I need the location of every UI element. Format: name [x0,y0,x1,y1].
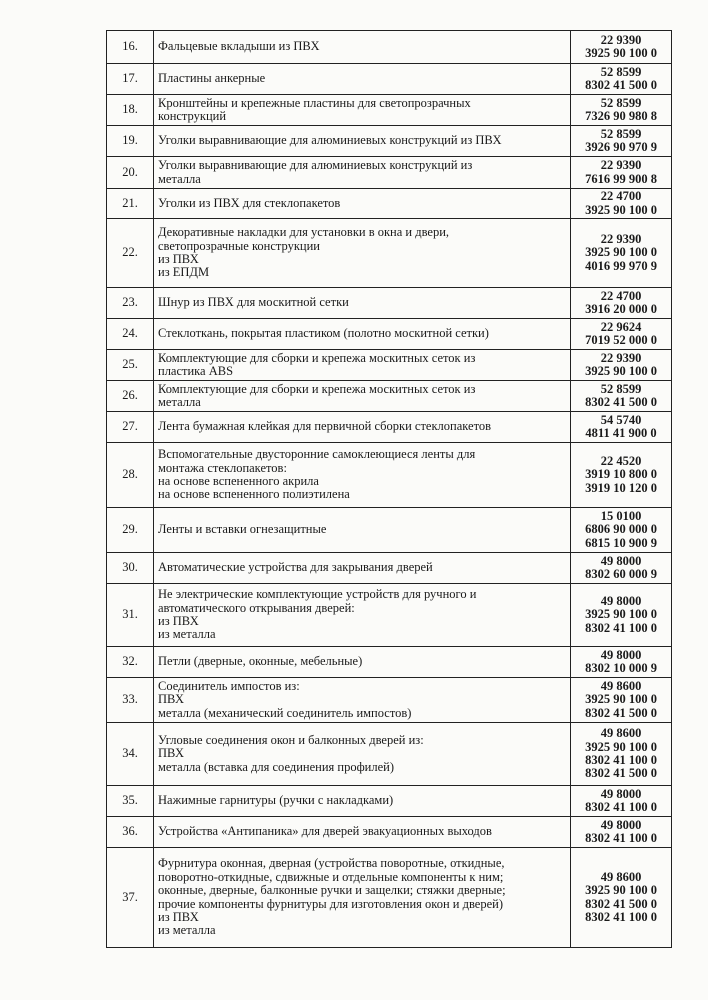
table-row [107,678,672,723]
row-number: 23. [107,288,154,319]
product-name-line: Не электрические комплектующие устройств для ручного и [158,587,477,602]
classification-code: 49 8600 [600,726,642,741]
product-name-line: на основе вспененного полиэтилена [158,487,350,502]
product-name-line: Вспомогательные двусторонние самоклеющиеся ленты для [158,447,476,462]
classification-code: 8302 41 500 0 [585,395,657,409]
table-row [107,647,672,678]
product-name-cell [154,848,571,948]
code-cell [571,126,672,157]
table-row [107,189,672,219]
row-number: 25. [107,350,154,381]
product-name-line: автоматического открывания дверей: [158,600,355,615]
product-name-cell [154,443,571,508]
code-cell [571,553,672,584]
table-row [107,584,672,647]
classification-code: 4016 99 970 9 [585,258,657,273]
code-cell [571,647,672,678]
code-cell [571,95,672,126]
row-number: 34. [107,723,154,786]
classification-code: 6815 10 900 9 [585,535,657,550]
product-name-line: ПВХ [158,692,185,707]
classification-code: 54 5740 [600,412,642,427]
product-name-line: поворотно-откидные, сдвижные и отдельные компоненты к ним; [158,869,504,884]
table-row [107,723,672,786]
code-cell [571,848,672,948]
table-row [107,350,672,381]
row-number: 21. [107,189,154,219]
product-name-cell [154,723,571,786]
classification-code: 52 8599 [600,64,642,79]
product-name-line: Фальцевые вкладыши из ПВХ [158,39,320,54]
product-name-line: пластика ABS [158,364,234,378]
code-cell [571,31,672,64]
classification-code: 8302 41 100 0 [585,620,657,635]
product-name-line: из ПВХ [158,252,199,266]
product-name-line: металла [158,171,201,186]
product-name-line: Декоративные накладки для установки в окна и двери, [158,225,450,240]
product-name-line: Лента бумажная клейкая для первичной сборки стеклопакетов [158,419,492,434]
product-name-line: Петли (дверные, оконные, мебельные) [158,654,363,669]
classification-code: 49 8600 [600,678,642,693]
row-number: 17. [107,64,154,95]
table-row [107,848,672,948]
classification-code: 3926 90 970 9 [585,140,657,154]
classification-code: 7326 90 980 8 [585,109,657,123]
classification-code: 49 8000 [600,553,642,568]
row-number: 31. [107,584,154,647]
product-name-line: конструкций [158,109,227,123]
product-name-cell [154,553,571,584]
product-name-line: ПВХ [158,746,185,761]
row-number: 32. [107,647,154,678]
classification-code: 8302 41 100 0 [585,800,657,814]
product-name-cell [154,157,571,189]
product-name-line: прочие компоненты фурнитуры для изготовления окон и дверей) [158,896,503,911]
classification-code: 3919 10 120 0 [585,480,657,495]
row-number: 20. [107,157,154,189]
product-name-cell [154,189,571,219]
product-name-line: Шнур из ПВХ для москитной сетки [158,295,349,310]
code-cell [571,584,672,647]
row-number: 29. [107,508,154,553]
product-name-line: из металла [158,627,216,642]
classification-code: 22 9390 [600,350,642,365]
table-row [107,288,672,319]
table-row [107,412,672,443]
product-name-cell [154,508,571,553]
product-name-cell [154,786,571,817]
classification-code: 7019 52 000 0 [585,333,657,347]
table-row [107,95,672,126]
code-cell [571,381,672,412]
product-name-cell [154,31,571,64]
code-cell [571,786,672,817]
code-cell [571,157,672,189]
row-number: 22. [107,219,154,288]
product-name-line: Фурнитура оконная, дверная (устройства поворотные, откидные, [158,856,505,871]
product-name-cell [154,319,571,350]
classification-code: 3925 90 100 0 [585,607,657,622]
product-name-line: оконные, дверные, балконные ручки и защелки; стяжки дверные; [158,883,506,898]
row-number: 26. [107,381,154,412]
table-row [107,381,672,412]
classification-code: 4811 41 900 0 [585,426,657,440]
row-number: 18. [107,95,154,126]
product-name-line: из ЕПДМ [158,265,210,280]
classification-code: 3925 90 100 0 [585,245,657,260]
classification-code: 22 9624 [600,319,642,334]
product-name-cell [154,678,571,723]
product-name-line: Нажимные гарнитуры (ручки с накладками) [158,793,394,808]
classification-code: 22 9390 [600,231,642,246]
classification-code: 8302 41 100 0 [585,753,657,767]
table-row [107,157,672,189]
product-name-line: Ленты и вставки огнезащитные [158,522,327,537]
product-name-cell [154,350,571,381]
classification-code: 8302 10 000 9 [585,661,657,675]
product-name-line: монтажа стеклопакетов: [158,460,287,475]
row-number: 27. [107,412,154,443]
table-row [107,219,672,288]
product-name-cell [154,64,571,95]
product-name-line: из металла [158,923,216,938]
code-cell [571,723,672,786]
classification-code: 7616 99 900 8 [585,171,657,186]
classification-code: 8302 41 100 0 [585,831,657,845]
product-name-cell [154,95,571,126]
row-number: 28. [107,443,154,508]
code-cell [571,189,672,219]
product-name-cell [154,219,571,288]
classification-code: 15 0100 [600,508,642,523]
table-row [107,319,672,350]
code-cell [571,443,672,508]
product-name-line: Уголки из ПВХ для стеклопакетов [158,195,341,210]
product-name-line: Комплектующие для сборки и крепежа москитных сеток из [158,381,476,396]
classification-code: 22 9390 [600,32,642,47]
classification-code: 49 8000 [600,786,642,801]
row-number: 36. [107,817,154,848]
code-cell [571,319,672,350]
classification-code: 49 8000 [600,593,642,608]
classification-code: 3925 90 100 0 [585,46,657,60]
product-name-cell [154,584,571,647]
table-row [107,786,672,817]
product-name-line: Кронштейны и крепежные пластины для светопрозрачных [158,95,471,110]
classification-code: 22 9390 [600,158,642,173]
classification-code: 52 8599 [600,95,642,110]
code-cell [571,508,672,553]
table-row [107,508,672,553]
row-number: 33. [107,678,154,723]
classification-code: 8302 41 500 0 [585,705,657,720]
code-cell [571,64,672,95]
product-name-line: Пластины анкерные [158,71,266,86]
classification-code: 22 4520 [600,453,642,468]
classification-code: 8302 41 500 0 [585,78,657,92]
product-name-line: из ПВХ [158,614,199,628]
classification-code: 3916 20 000 0 [585,302,657,316]
product-name-line: Уголки выравнивающие для алюминиевых конструкций из ПВХ [158,133,502,148]
classification-code: 22 4700 [600,288,642,303]
row-number: 16. [107,31,154,64]
classification-code: 8302 60 000 9 [585,567,657,581]
table-row [107,64,672,95]
product-name-line: Уголки выравнивающие для алюминиевых конструкций из [158,158,473,173]
classification-code: 52 8599 [600,381,642,396]
product-name-line: металла (механический соединитель импостов) [158,705,412,720]
table-row [107,443,672,508]
table-body [107,31,672,948]
table-row [107,553,672,584]
product-name-cell [154,288,571,319]
classification-code: 8302 41 500 0 [585,766,657,781]
product-name-cell [154,381,571,412]
code-cell [571,678,672,723]
table-row [107,126,672,157]
code-cell [571,288,672,319]
product-name-line: из ПВХ [158,909,199,924]
code-cell [571,219,672,288]
classification-code: 6806 90 000 0 [585,522,657,537]
classification-code: 3925 90 100 0 [585,692,657,707]
product-name-cell [154,412,571,443]
table-row [107,817,672,848]
product-name-line: металла (вставка для соединения профилей) [158,759,395,774]
product-name-cell [154,647,571,678]
classification-code: 3919 10 800 0 [585,467,657,482]
classification-code: 52 8599 [600,126,642,141]
row-number: 37. [107,848,154,948]
product-name-line: Угловые соединения окон и балконных дверей из: [158,732,424,747]
classification-code: 49 8000 [600,647,642,662]
product-name-line: Устройства «Антипаника» для дверей эвакуационных выходов [158,824,492,839]
classification-code: 49 8000 [600,817,642,832]
product-name-line: Автоматические устройства для закрывания дверей [158,560,433,575]
product-name-cell [154,126,571,157]
product-name-line: металла [158,395,201,409]
row-number: 19. [107,126,154,157]
product-name-line: светопрозрачные конструкции [158,238,320,253]
row-number: 24. [107,319,154,350]
classification-code: 22 4700 [600,189,642,204]
row-number: 30. [107,553,154,584]
classification-code: 3925 90 100 0 [585,364,657,378]
table-row [107,31,672,64]
classification-code: 3925 90 100 0 [585,202,657,217]
product-name-line: Комплектующие для сборки и крепежа москитных сеток из [158,350,476,365]
code-cell [571,412,672,443]
product-name-line: на основе вспененного акрила [158,474,319,488]
products-table [106,30,672,948]
code-cell [571,350,672,381]
classification-code: 3925 90 100 0 [585,883,657,898]
classification-code: 8302 41 100 0 [585,909,657,924]
classification-code: 8302 41 500 0 [585,896,657,911]
row-number: 35. [107,786,154,817]
code-cell [571,817,672,848]
product-name-line: Соединитель импостов из: [158,678,300,693]
classification-code: 49 8600 [600,869,642,884]
classification-code: 3925 90 100 0 [585,739,657,754]
product-name-cell [154,817,571,848]
product-name-line: Стеклоткань, покрытая пластиком (полотно москитной сетки) [158,326,489,341]
